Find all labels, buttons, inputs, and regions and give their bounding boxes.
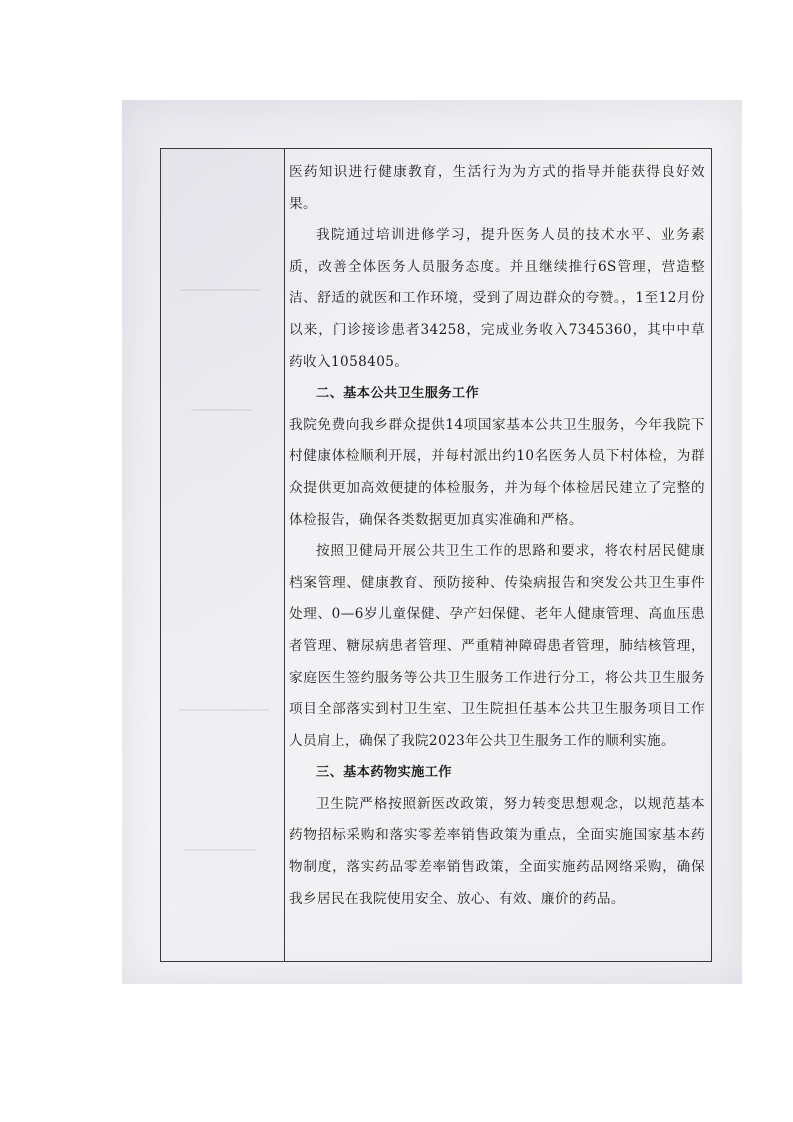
table-left-column bbox=[161, 149, 285, 961]
document-photo bbox=[122, 100, 742, 984]
paragraph: 医药知识进行健康教育，生活行为为方式的指导并能获得良好效果。 bbox=[289, 164, 705, 212]
bleed-through-mark bbox=[191, 409, 251, 411]
paragraph: 卫生院严格按照新医改政策，努力转变思想观念，以规范基本药物招标采购和落实零差率销售政策为重点，全面实施国家基本药物制度，落实药品零差率销售政策，全面实施药品网络采购，确保我乡居民在我院使用安全、放心、有效、廉价的药品。 bbox=[289, 795, 705, 907]
bleed-through-mark bbox=[179, 709, 269, 711]
paragraph: 按照卫健局开展公共卫生工作的思路和要求，将农村居民健康档案管理、健康教育、预防接种、传染病报告和突发公共卫生事件处理、0—6岁儿童保健、孕产妇保健、老年人健康管理、高血压患者管理、糖尿病患者管理、严重精神障碍患者管理，肺结核管理，家庭医生签约服务等公共卫生服务工作进行分工，将公共卫生服务项目全部落实到村卫生室、卫生院担任基本公共卫生服务项目工作人员肩上，确保了我院2023年公共卫生服务工作的顺利实施。 bbox=[289, 543, 705, 749]
bleed-through-mark bbox=[181, 289, 261, 291]
section-heading: 二、基本公共卫生服务工作 bbox=[316, 386, 480, 402]
paragraph: 我院通过培训进修学习，提升医务人员的技术水平、业务素质，改善全体医务人员服务态度。并且继续推行6S管理，营造整洁、舒适的就医和工作环境，受到了周边群众的夸赞。，1至12月份以来，门诊接诊患者34258，完成业务收入7345360，其中中草药收入1058405。 bbox=[289, 227, 705, 370]
form-table bbox=[160, 148, 712, 962]
bleed-through-mark bbox=[185, 849, 255, 851]
paragraph: 我院免费向我乡群众提供14项国家基本公共卫生服务，今年我院下村健康体检顺利开展，并每村派出约10名医务人员下村体检，为群众提供更加高效便捷的体检服务，并为每个体检居民建立了完整的体检报告，确保各类数据更加真实准确和严格。 bbox=[289, 416, 705, 528]
section-heading: 三、基本药物实施工作 bbox=[316, 765, 452, 781]
body-content bbox=[289, 157, 705, 915]
